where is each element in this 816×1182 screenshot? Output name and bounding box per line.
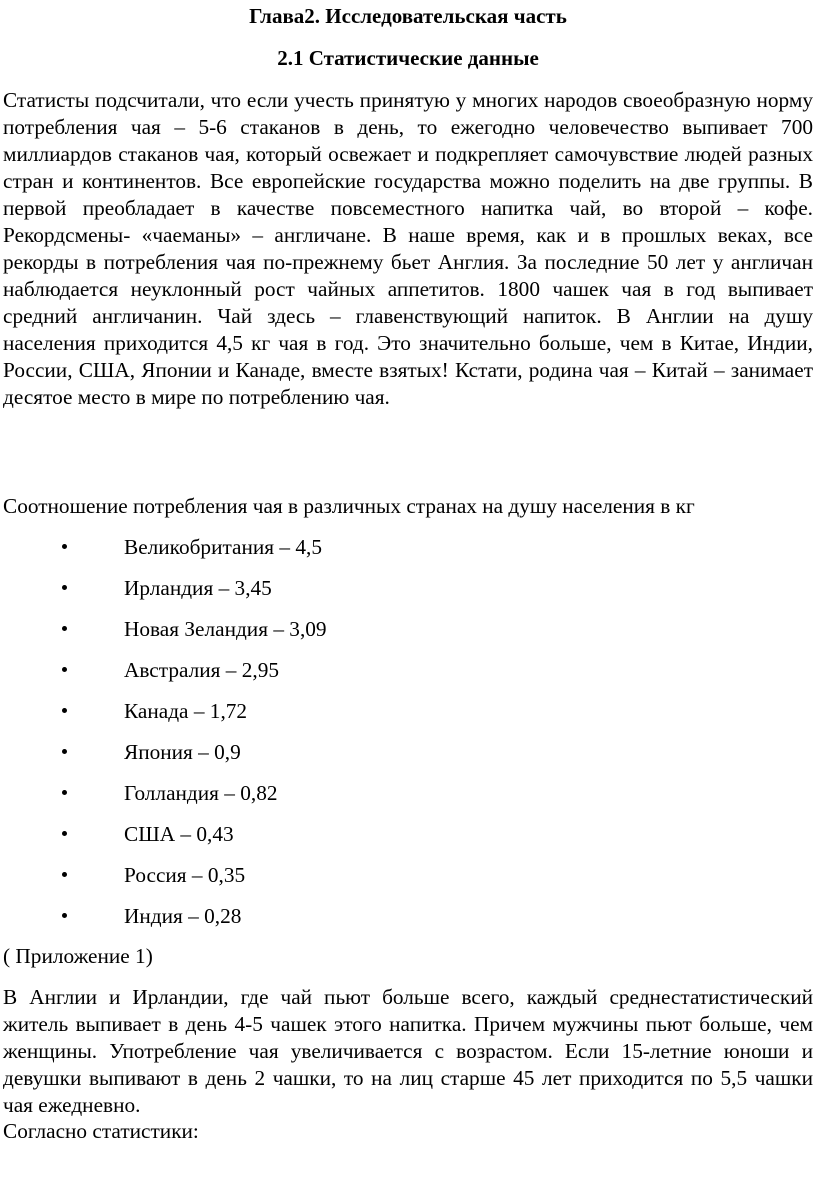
list-item [3, 656, 813, 697]
paragraph-tea-statistics: Статисты подсчитали, что если учесть принятую у многих народов своеобразную норму потребления чая – 5-6 стаканов в день, то ежегодно человечество выпивает 700 миллиардов стаканов чая, который освежает и подкрепляет самочувствие людей разных стран и континентов. Все европейские государства можно поделить на две группы. В первой преобладает в качестве повсеместного напитка чай, во второй – кофе. Рекордсмены- «чаеманы» – англичане. В наше время, как и в прошлых веках, все рекорды в потребления чая по-прежнему бьет Англия. За последние 50 лет у англичан наблюдается неуклонный рост чайных аппетитов. 1800 чашек чая в год выпивает средний англичанин. Чай здесь – главенствующий напиток. В Англии на душу населения приходится 4,5 кг чая в год. Это значительно больше, чем в Китае, Индии, России, США, Японии и Канаде, вместе взятых! Кстати, родина чая – Китай – занимает десятое место в мире по потреблению чая. [3, 88, 813, 409]
bullet-dot-icon [62, 708, 67, 713]
list-item-text: Новая Зеландия – 3,09 [124, 617, 327, 641]
list-item-text: Голландия – 0,82 [124, 781, 278, 805]
chapter-title: Глава2. Исследовательская часть [249, 4, 567, 28]
paragraph-england-ireland: В Англии и Ирландии, где чай пьют больше всего, каждый среднестатистический житель выпивает в день 4-5 чашек этого напитка. Причем мужчины пьют больше, чем женщины. Употребление чая увеличивается с возрастом. Если 15-летние юноши и девушки выпивают в день 2 чашки, то на лиц старше 45 лет приходится по 5,5 чашки чая ежедневно. [3, 985, 813, 1117]
list-item-text: Канада – 1,72 [124, 699, 248, 723]
list-item [3, 820, 813, 861]
list-item-text: Австралия – 2,95 [124, 658, 280, 682]
list-item [3, 574, 813, 615]
list-item-text: Япония – 0,9 [124, 740, 241, 764]
bullet-dot-icon [62, 913, 67, 918]
list-item-text: Ирландия – 3,45 [124, 576, 272, 600]
bullet-dot-icon [62, 790, 67, 795]
list-item [3, 861, 813, 902]
according-to-statistics: Согласно статистики: [3, 1119, 199, 1143]
bullet-dot-icon [62, 544, 67, 549]
section-title: 2.1 Статистические данные [277, 46, 539, 70]
list-item [3, 902, 813, 943]
list-item [3, 533, 813, 574]
list-item [3, 615, 813, 656]
bullet-dot-icon [62, 872, 67, 877]
list-item-text: Индия – 0,28 [124, 904, 242, 928]
bullet-dot-icon [62, 626, 67, 631]
bullet-dot-icon [62, 831, 67, 836]
consumption-list [3, 533, 813, 943]
appendix-reference: ( Приложение 1) [3, 944, 153, 968]
bullet-dot-icon [62, 749, 67, 754]
list-item-text: США – 0,43 [124, 822, 234, 846]
bullet-dot-icon [62, 585, 67, 590]
consumption-ratio-heading: Соотношение потребления чая в различных странах на душу населения в кг [3, 494, 695, 518]
bullet-dot-icon [62, 667, 67, 672]
list-item [3, 779, 813, 820]
list-item-text: Великобритания – 4,5 [124, 535, 323, 559]
list-item [3, 738, 813, 779]
list-item-text: Россия – 0,35 [124, 863, 246, 887]
list-item [3, 697, 813, 738]
